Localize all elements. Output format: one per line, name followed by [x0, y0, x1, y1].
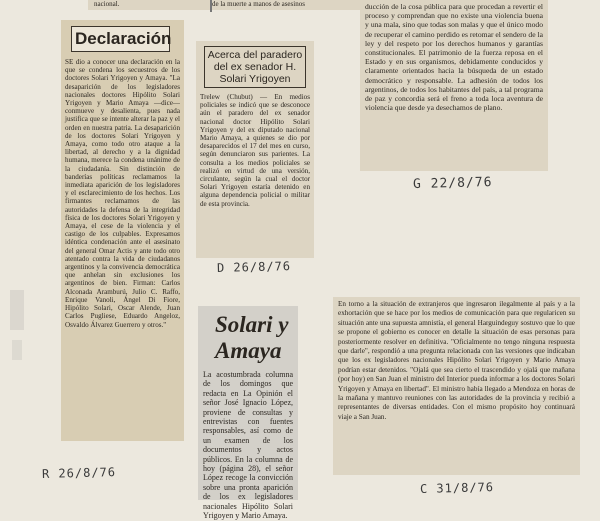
acerca-headline: Acerca del paradero del ex senador H. Solari Yrigoyen: [204, 46, 306, 88]
solari-headline: Solari y Amaya: [215, 312, 289, 363]
annotation-declaracion: R 26/8/76: [41, 465, 117, 481]
scan-artifact: [12, 340, 22, 360]
top-clipping-strip: [88, 0, 360, 10]
clipping-top-right: [360, 0, 548, 171]
clipping-solari: [198, 306, 298, 521]
declaracion-body: SE dio a conocer una declaración en la que se condena los secuestros de los doctores Solari Yrigoyen y Amaya. "La desaparición de los legisladores nacionales doctores Hipólito Solari Yrigoyen y Mario Amaya —dice— conmueve y desalienta, pues nada justifica que se intente alterar la paz y el orden en nuestra patria. La desaparición de los doctores Solari Yrigoyen y Amaya, como todo otro ataque a la libertad, al derecho y a la dignidad humana, merece la condena unánime de la ciudadanía. Sin distinción de banderías políticas reclamamos la inmediata aparición de los legisladores y el esclarecimiento de los hechos. Los firmantes reclamamos de las autoridades la defensa de la integridad física de los doctores Solari Yrigoyen y Amaya, el cese de la violencia y el castigo de los culpables. Expresamos idéntica condenación ante el asesinato del general Omar Actis y ante todo otro atentado contra la vida de ciudadanos argentinos y la convivencia democrática que anhelan sin exclusiones los argentinos de bien. Firman: Carlos Alconada Aramburú, Julio C. Raffo, Enrique Vanoli, Ángel Di Fiore, Hipólito Solari, Oscar Alende, Juan Carlos Pugliese, Eduardo Angeloz, Osvaldo Álvarez Guerrero y otros.": [65, 58, 180, 329]
top-strip-left-text: nacional.: [94, 0, 120, 8]
declaracion-headline: Declaración: [71, 26, 170, 52]
clipping-bottom-right: [333, 297, 580, 475]
clipping-acerca: [196, 41, 314, 258]
annotation-top-right: G 22/8/76: [412, 174, 493, 193]
acerca-body: Trelew (Chubut) — En medios policiales se indicó que se desconoce aún el paradero del ex senador nacional doctor Hipólito Solari Yrigoyen y del ex diputado nacional Mario Amaya, a quienes se dio por desaparecidos el 17 del mes en curso, según denunciaron sus parientes. La consulta a los medios policiales se realizó en virtud de una versión, circulante, según la cual el doctor Solari Yrigoyen estaría detenido en alguna dependencia policial o militar de esta provincia.: [200, 93, 310, 208]
annotation-bottom-right: C 31/8/76: [419, 480, 495, 496]
solari-body: La acostumbrada columna de los domingos que redacta en La Opinión el señor José Ignacio López, proviene de consultas y entrevistas con fuentes responsables, así como de un examen de los documentos y actos públicos. En la columna de hoy (página 28), el señor López recoge la convicción sobre una pronta aparición de los ex legisladores nacionales Hipólito Solari Yrigoyen y Mario Amaya.: [203, 370, 293, 521]
divider: [210, 0, 212, 12]
bottom-right-body: En torno a la situación de extranjeros que ingresaron ilegalmente al país y a la exhortación que se hace por los medios de comunicación para que regularicen su situación ante una supuesta amnistía, el general Harguindeguy sostuvo que lo que se propone el gobierno es conocer en detalle la situación de esas personas para posteriormente resolver en definitiva. "Oficialmente no tengo ninguna respuesta que darle", respondió a una pregunta relacionada con las versiones que indicaban que los ex legisladores nacionales Hipólito Solari Yrigoyen y Mario Amaya podrían estar detenidos. "Ojalá que sea cierto el trascendido y ojalá que mañana (por hoy) en San Juan el ministro del Interior pueda informar a los doctores Solari Yrigoyen y Amaya en libertad". El ministro había llegado a Mendoza en horas de la mañana y mantuvo reuniones con las autoridades de la provincia y recibió a representantes de diversas entidades. Con el mismo propósito hoy continuará viaje a San Juan.: [338, 300, 575, 421]
clipping-declaracion: [61, 20, 184, 441]
top-right-body: ducción de la cosa pública para que procedan a revertir el proceso y comprendan que no existe una violencia buena y una mala, sino que todas son malas y que el único modo de recuperar el camino perdido es retomar el sendero de la ley y del respeto por los derechos humanos y garantías constitucionales. El patrimonio de la fuerza reposa en el Estado y en sus organismos, debidamente conducidos y claramente orientados hacia la búsqueda de un estado democrático y responsable. La adhesión de todos los argentinos, de todos los habitantes del país, a tal programa de paz y concordia será el freno a toda loca aventura de violencia que desde ya desechamos de plano.: [365, 2, 543, 113]
top-strip-right-text: de la muerte a manos de asesinos: [212, 0, 305, 8]
annotation-acerca: D 26/8/76: [216, 259, 292, 275]
scan-artifact: [10, 290, 24, 330]
